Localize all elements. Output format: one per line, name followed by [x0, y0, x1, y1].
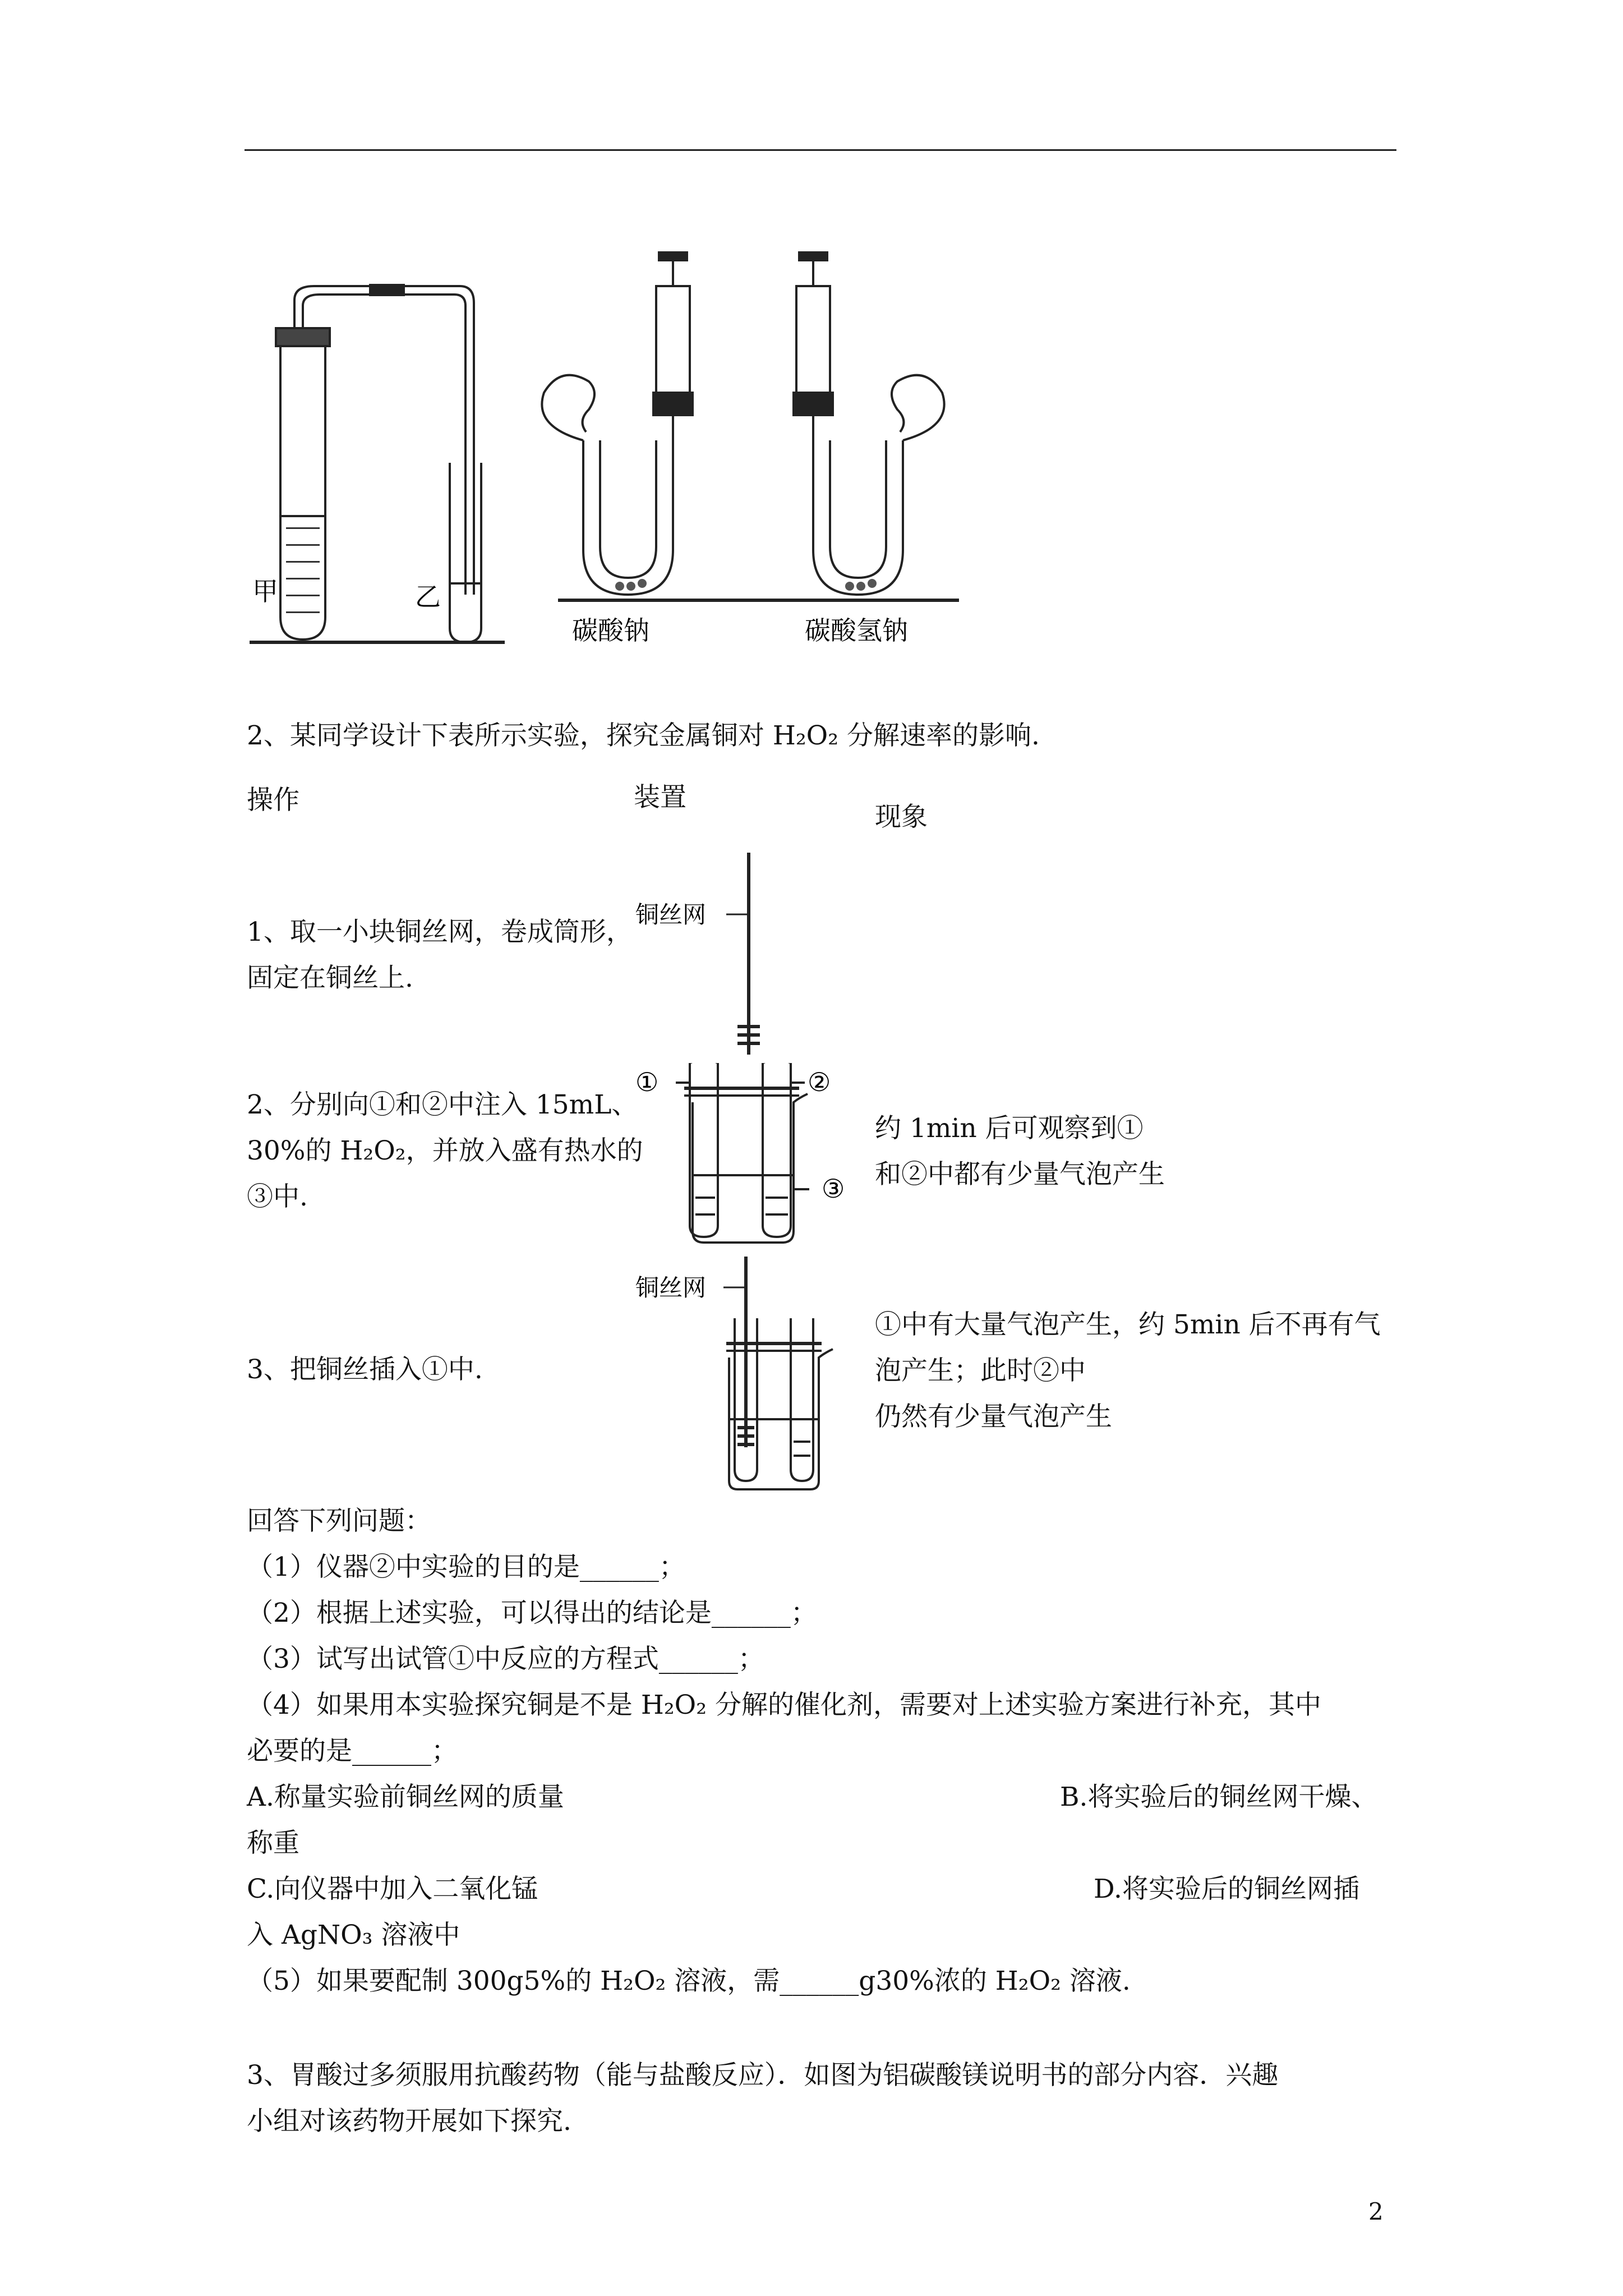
row2-op-line3: ③中. [247, 1181, 308, 1212]
label-sodium-bicarbonate: 碳酸氢钠 [805, 615, 908, 646]
label-sodium-carbonate: 碳酸钠 [572, 615, 649, 646]
row2-ph-line1: 约 1min 后可观察到① [875, 1113, 1144, 1144]
col-apparatus: 装置 [634, 782, 686, 813]
option-a: A.称量实验前铜丝网的质量 [247, 1782, 564, 1812]
apparatus-step2 [631, 1063, 866, 1254]
sub-question-5: （5）如果要配制 300g5%的 H₂O₂ 溶液，需______g30%浓的 H₂O₂ 溶液. [247, 1966, 1131, 1996]
header-rule [245, 149, 1396, 151]
q2-intro: 2、某同学设计下表所示实验，探究金属铜对 H₂O₂ 分解速率的影响. [247, 720, 1040, 751]
row3-op: 3、把铜丝插入①中. [247, 1354, 483, 1385]
label-yi: 乙 [415, 582, 441, 612]
copper-mesh-label-1: 铜丝网 [635, 901, 707, 928]
apparatus-step1 [631, 853, 799, 1066]
q3-line2: 小组对该药物开展如下探究. [247, 2106, 571, 2137]
copper-mesh-label-2: 铜丝网 [635, 1274, 707, 1301]
col-operation: 操作 [247, 785, 299, 816]
label-jia: 甲 [252, 576, 278, 606]
option-c: C.向仪器中加入二氧化锰 [247, 1874, 538, 1904]
row1-op-line2: 固定在铜丝上. [247, 963, 413, 993]
option-d-line1: D.将实验后的铜丝网插 [1094, 1874, 1359, 1904]
sub-question-4-line2: 必要的是______； [247, 1736, 458, 1766]
num-1: ① [635, 1067, 659, 1097]
col-phenomenon: 现象 [875, 802, 928, 832]
apparatus-step3 [631, 1257, 866, 1498]
option-b-line2: 称重 [247, 1828, 299, 1858]
page-number: 2 [1368, 2198, 1384, 2225]
sub-question-1: （1）仪器②中实验的目的是______； [247, 1552, 685, 1582]
row2-op-line2: 30%的 H₂O₂，并放入盛有热水的 [247, 1135, 643, 1166]
q3-line1: 3、胃酸过多须服用抗酸药物（能与盐酸反应）．如图为铝碳酸镁说明书的部分内容．兴趣 [247, 2060, 1279, 2091]
sub-question-4-line1: （4）如果用本实验探究铜是不是 H₂O₂ 分解的催化剂，需要对上述实验方案进行补充，其中 [247, 1690, 1321, 1720]
sub-question-3: （3）试写出试管①中反应的方程式______； [247, 1644, 764, 1674]
option-b-line1: B.将实验后的铜丝网干燥、 [1060, 1782, 1378, 1812]
row3-ph-line1: ①中有大量气泡产生，约 5min 后不再有气 [875, 1309, 1381, 1340]
row2-ph-line2: 和②中都有少量气泡产生 [875, 1159, 1165, 1190]
row3-ph-line3: 仍然有少量气泡产生 [875, 1401, 1112, 1432]
row3-ph-line2: 泡产生；此时②中 [875, 1355, 1086, 1386]
num-3: ③ [822, 1174, 845, 1204]
sub-question-2: （2）根据上述实验，可以得出的结论是______； [247, 1598, 817, 1628]
top-figure [241, 247, 987, 651]
num-2: ② [808, 1067, 831, 1097]
option-d-line2: 入 AgNO₃ 溶液中 [247, 1920, 460, 1950]
row1-op-line1: 1、取一小块铜丝网，卷成筒形， [247, 917, 633, 947]
answer-intro: 回答下列问题： [247, 1506, 431, 1536]
row2-op-line1: 2、分别向①和②中注入 15mL、 [247, 1089, 638, 1120]
